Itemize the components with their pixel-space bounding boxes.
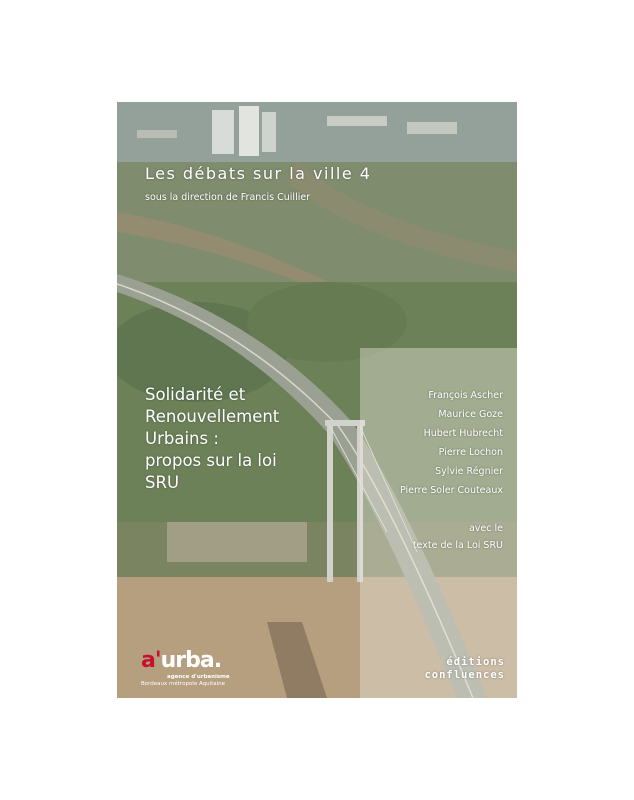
author-name: Pierre Lochon [438, 447, 503, 458]
author-name: Pierre Soler Couteaux [399, 485, 503, 496]
publisher-line: confluences [424, 669, 505, 681]
series-title: Les débats sur la ville 4 [145, 164, 372, 183]
logo-wordmark-prefix: a' [141, 648, 161, 673]
law-text-note-line: texte de la Loi SRU [412, 540, 503, 551]
author-name: Sylvie Régnier [435, 466, 503, 477]
tower-block [212, 110, 234, 154]
law-text-note-line: avec le [468, 523, 503, 534]
logo-location: Bordeaux métropole Aquitaine [141, 681, 226, 687]
tower-block [239, 106, 259, 156]
author-name: Hubert Hubrecht [423, 428, 503, 439]
building [327, 116, 387, 126]
author-name: François Ascher [428, 390, 503, 401]
publisher-name [424, 656, 505, 682]
book-title [145, 384, 345, 494]
book-title-line: Urbains : [145, 429, 219, 448]
book-cover [117, 102, 517, 698]
aurba-logo [141, 648, 251, 688]
law-text-note [413, 520, 503, 554]
publisher-line: éditions [446, 656, 505, 668]
logo-wordmark-name: urba. [160, 648, 222, 673]
author-name: Maurice Goze [438, 409, 503, 420]
book-title-line: propos sur la loi [145, 451, 277, 470]
building [407, 122, 457, 134]
tower-block [262, 112, 276, 152]
author-list [400, 386, 503, 500]
logo-tagline: agence d'urbanisme [167, 674, 230, 680]
book-title-line: SRU [145, 473, 180, 492]
building [137, 130, 177, 138]
book-title-line: Solidarité et [145, 385, 246, 404]
series-subtitle: sous la direction de Francis Cuillier [145, 192, 311, 203]
houses [167, 522, 307, 562]
book-title-line: Renouvellement [145, 407, 280, 426]
logo-wordmark [141, 648, 221, 673]
